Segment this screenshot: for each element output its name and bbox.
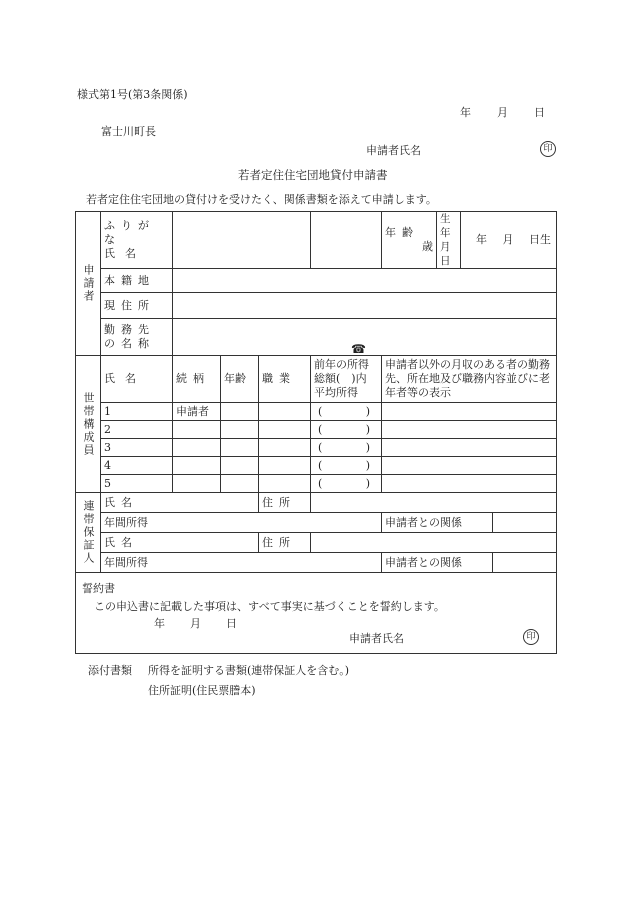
relation-field[interactable]: 申請者 (173, 403, 221, 421)
seal-icon: 印 (540, 141, 556, 157)
guarantor-section-label: 連帯保証人 (76, 493, 101, 573)
guarantor-income-2[interactable]: 年間所得 (101, 553, 382, 573)
workplace-field[interactable] (173, 319, 557, 356)
occupation-field[interactable] (259, 457, 311, 475)
income-field[interactable]: ( ) (311, 403, 382, 421)
occupation-field[interactable] (259, 421, 311, 439)
guarantor-relation-1[interactable] (493, 513, 557, 533)
guarantor-name-2[interactable]: 氏名 (101, 533, 259, 553)
relation-field[interactable] (173, 439, 221, 457)
attachment-item-2: 住所証明(住民票謄本) (148, 684, 256, 697)
form-number: 様式第1号(第3条関係) (77, 88, 188, 101)
income-field[interactable]: ( ) (311, 439, 382, 457)
col-name: 氏名 (101, 356, 173, 403)
applicant-name-field[interactable] (173, 212, 311, 269)
table-row (76, 421, 557, 439)
other-field[interactable] (382, 421, 557, 439)
col-income: 前年の所得 総額( )内 平均所得 (311, 356, 382, 403)
applicant-name-label: 申請者氏名 (366, 144, 421, 157)
birth-label: 生年月日 (437, 212, 461, 269)
pledge-date-year: 年 (154, 617, 165, 630)
age-field[interactable] (221, 439, 259, 457)
income-field[interactable]: ( ) (311, 475, 382, 493)
row-number: 2 (101, 421, 173, 439)
relation-field[interactable] (173, 421, 221, 439)
household-section-label: 世帯構成員 (76, 356, 101, 493)
date-month: 月 (497, 106, 508, 119)
col-age: 年齢 (221, 356, 259, 403)
pledge-title: 誓約書 (82, 582, 115, 595)
workplace-label: 勤務先 の名称 (101, 319, 173, 356)
row-number: 4 (101, 457, 173, 475)
pledge-seal-icon: 印 (523, 629, 539, 645)
guarantor-address-label-1: 住所 (259, 493, 311, 513)
income-field[interactable]: ( ) (311, 421, 382, 439)
address-label: 現住所 (101, 293, 173, 319)
occupation-field[interactable] (259, 439, 311, 457)
other-field[interactable] (382, 457, 557, 475)
occupation-field[interactable] (259, 475, 311, 493)
pledge-text: この申込書に記載した事項は、すべて事実に基づくことを誓約します。 (94, 600, 445, 613)
domicile-field[interactable] (173, 269, 557, 293)
furigana-name-label: ふりがな 氏名 (101, 212, 173, 269)
document-title: 若者定住住宅団地貸付申請書 (238, 168, 388, 182)
age-field[interactable] (221, 457, 259, 475)
relation-field[interactable] (173, 475, 221, 493)
address-field[interactable] (173, 293, 557, 319)
row-number: 5 (101, 475, 173, 493)
attachment-item-1: 所得を証明する書類(連帯保証人を含む。) (148, 664, 350, 677)
guarantor-address-2[interactable] (311, 533, 557, 553)
applicant-section-label: 申請者 (76, 212, 101, 356)
table-row (76, 403, 557, 421)
row-number: 1 (101, 403, 173, 421)
guarantor-address-label-2: 住所 (259, 533, 311, 553)
age-field[interactable] (221, 421, 259, 439)
table-row (76, 475, 557, 493)
addressee: 富士川町長 (101, 125, 156, 138)
age-cell[interactable]: 年齢 歳 (382, 212, 437, 269)
occupation-field[interactable] (259, 403, 311, 421)
pledge-name-label: 申請者氏名 (349, 632, 404, 645)
guarantor-relation-label-2: 申請者との関係 (382, 553, 493, 573)
phone-icon: ☎ (351, 342, 366, 356)
other-field[interactable] (382, 475, 557, 493)
col-other: 申請者以外の月収のある者の勤務先、所在地及び職務内容並びに老年者等の表示 (382, 356, 557, 403)
birthdate-field[interactable]: 年 月 日生 (461, 212, 557, 269)
relation-field[interactable] (173, 457, 221, 475)
col-occupation: 職業 (259, 356, 311, 403)
table-row (76, 439, 557, 457)
other-field[interactable] (382, 403, 557, 421)
pledge-date-month: 月 (190, 617, 201, 630)
income-field[interactable]: ( ) (311, 457, 382, 475)
guarantor-name-1[interactable]: 氏名 (101, 493, 259, 513)
age-field[interactable] (221, 475, 259, 493)
date-year: 年 (460, 106, 471, 119)
age-field[interactable] (221, 403, 259, 421)
intro-text: 若者定住住宅団地の貸付けを受けたく、関係書類を添えて申請します。 (86, 193, 437, 206)
date-day: 日 (534, 106, 545, 119)
domicile-label: 本籍地 (101, 269, 173, 293)
guarantor-address-1[interactable] (311, 493, 557, 513)
table-row (76, 457, 557, 475)
pledge-box (75, 572, 557, 654)
pledge-date-day: 日 (226, 617, 237, 630)
application-table (75, 211, 557, 573)
guarantor-relation-2[interactable] (493, 553, 557, 573)
guarantor-relation-label-1: 申請者との関係 (382, 513, 493, 533)
attachments-label: 添付書類 (88, 664, 132, 677)
row-number: 3 (101, 439, 173, 457)
other-field[interactable] (382, 439, 557, 457)
guarantor-income-1[interactable]: 年間所得 (101, 513, 382, 533)
col-relation: 続柄 (173, 356, 221, 403)
